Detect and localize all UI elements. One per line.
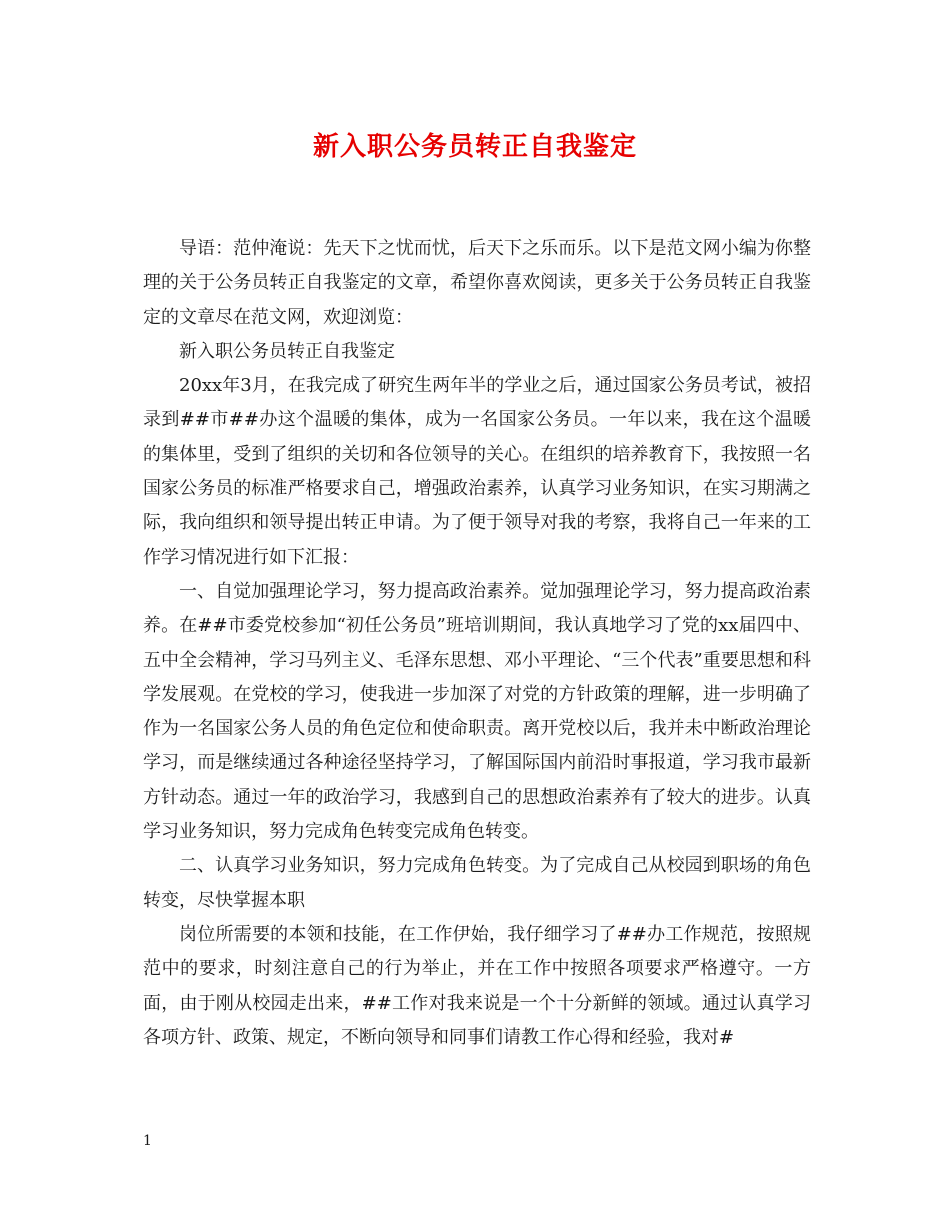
paragraph-section-one: 一、自觉加强理论学习，努力提高政治素养。觉加强理论学习，努力提高政治素养。在##市委党校参加“初任公务员”班培训期间，我认真地学习了党的xx届四中、五中全会精神，学习马列主义、毛泽东思想、邓小平理论、“三个代表”重要思想和科学发展观。在党校的学习，使我进一步加深了对党的方针政策的理解，进一步明确了作为一名国家公务人员的角色定位和使命职责。离开党校以后，我并未中断政治理论学习，而是继续通过各种途径坚持学习，了解国际国内前沿时事报道，学习我市最新方针动态。通过一年的政治学习，我感到自己的思想政治素养有了较大的进步。认真学习业务知识，努力完成角色转变完成角色转变。 (143, 580, 811, 843)
document-body (143, 232, 811, 1055)
document-title: 新入职公务员转正自我鉴定 (312, 132, 637, 162)
paragraph-section-two-continued: 岗位所需要的本领和技能，在工作伊始，我仔细学习了##办工作规范，按照规范中的要求，时刻注意自己的行为举止，并在工作中按照各项要求严格遵守。一方面，由于刚从校园走出来，##工作对我来说是一个十分新鲜的领域。通过认真学习各项方针、政策、规定，不断向领导和同事们请教工作心得和经验，我对# (143, 923, 811, 1048)
paragraph-section-two: 二、认真学习业务知识，努力完成角色转变。为了完成自己从校园到职场的角色转变，尽快掌握本职 (143, 855, 811, 911)
page-number: 1 (143, 1133, 152, 1149)
paragraph-intro: 导语：范仲淹说：先天下之忧而忧，后天下之乐而乐。以下是范文网小编为你整理的关于公务员转正自我鉴定的文章，希望你喜欢阅读，更多关于公务员转正自我鉴定的文章尽在范文网，欢迎浏览： (143, 238, 811, 328)
paragraph-subtitle: 新入职公务员转正自我鉴定 (179, 340, 395, 362)
paragraph-background: 20xx年3月，在我完成了研究生两年半的学业之后，通过国家公务员考试，被招录到##市##办这个温暖的集体，成为一名国家公务员。一年以来，我在这个温暖的集体里，受到了组织的关切和各位领导的关心。在组织的培养教育下，我按照一名国家公务员的标准严格要求自己，增强政治素养，认真学习业务知识，在实习期满之际，我向组织和领导提出转正申请。为了便于领导对我的考察，我将自己一年来的工作学习情况进行如下汇报： (143, 375, 811, 568)
